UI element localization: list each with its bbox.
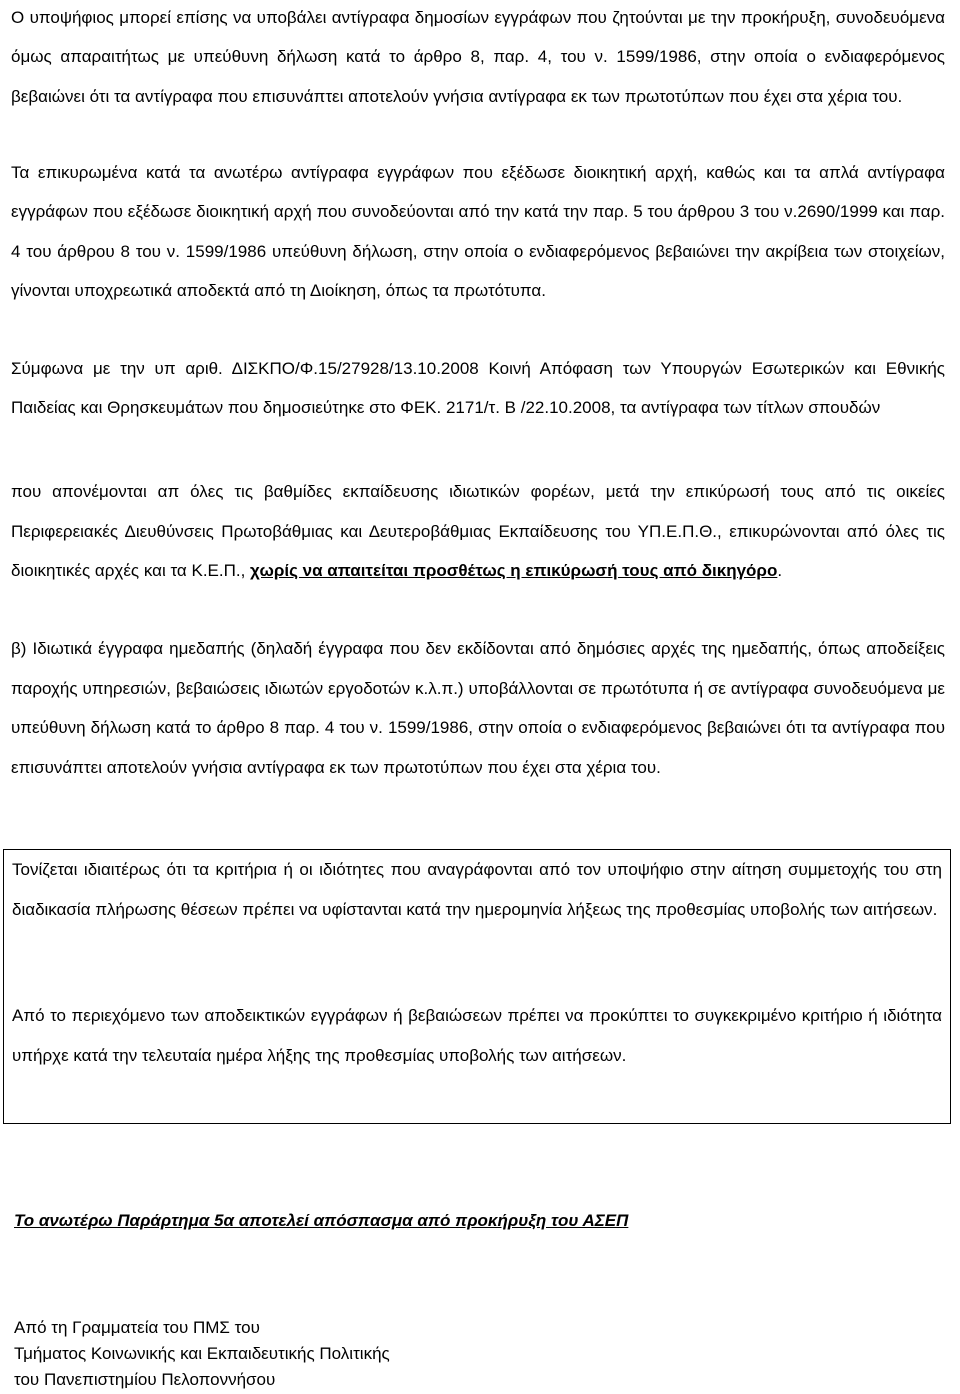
notice-evidence-paragraph: Από το περιεχόμενο των αποδεικτικών εγγράφων ή βεβαιώσεων πρέπει να προκύπτει το συγκεκριμένο κριτήριο ή ιδιότητα υπήρχε κατά την τελευταία ημέρα λήξης της προθεσμίας υποβολής των αιτήσεων. xyxy=(12,1006,942,1065)
notice-criteria-paragraph: Τονίζεται ιδιαιτέρως ότι τα κριτήρια ή οι ιδιότητες που αναγράφονται από τον υποψήφιο στην αίτηση συμμετοχής του στη διαδικασία πλήρωσης θέσεων πρέπει να υφίστανται κατά την ημερομηνία λήξεως της προθεσμίας υποβολής των αιτήσεων. xyxy=(12,860,942,919)
signature-line: Από τη Γραμματεία του ΠΜΣ του xyxy=(14,1318,260,1337)
appendix-source-note: Το ανωτέρω Παράρτημα 5α αποτελεί απόσπασμα από προκήρυξη του ΑΣΕΠ xyxy=(14,1211,629,1230)
paragraph-joint-decision: Σύμφωνα με την υπ αριθ. ΔΙΣΚΠΟ/Φ.15/27928/13.10.2008 Κοινή Απόφαση των Υπουργών Εσωτερικών και Εθνικής Παιδείας και Θρησκευμάτων που δημοσιεύτηκε στο ΦΕΚ. 2171/τ. Β /22.10.2008, τα αντίγραφα των τίτλων σπουδών xyxy=(11,359,945,418)
signature-line: του Πανεπιστημίου Πελοποννήσου xyxy=(14,1370,276,1389)
signature-block xyxy=(14,1315,390,1393)
paragraph-copies-public-documents: Ο υποψήφιος μπορεί επίσης να υποβάλει αντίγραφα δημοσίων εγγράφων που ζητούνται με την προκήρυξη, συνοδευόμενα όμως απαραιτήτως με υπεύθυνη δήλωση κατά το άρθρο 8, παρ. 4, του ν. 1599/1986, στην οποία ο ενδιαφερόμενος βεβαιώνει ότι τα αντίγραφα που επισυνάπτει αποτελούν γνήσια αντίγραφα εκ των πρωτοτύπων που έχει στα χέρια του. xyxy=(11,8,945,106)
signature-line: Τμήματος Κοινωνικής και Εκπαιδευτικής Πολιτικής xyxy=(14,1344,390,1363)
degree-titles-end: . xyxy=(777,561,783,580)
paragraph-private-documents: β) Ιδιωτικά έγγραφα ημεδαπής (δηλαδή έγγραφα που δεν εκδίδονται από δημόσιες αρχές της ημεδαπής, όπως αποδείξεις παροχής υπηρεσιών, βεβαιώσεις ιδιωτών εργοδοτών κ.λ.π.) υποβάλλονται σε πρωτότυπα ή σε αντίγραφα συνοδευόμενα με υπεύθυνη δήλωση κατά το άρθρο 8 παρ. 4 του ν. 1599/1986, στην οποία ο ενδιαφερόμενος βεβαιώνει ότι τα αντίγραφα που επισυνάπτει αποτελούν γνήσια αντίγραφα εκ των πρωτοτύπων που έχει στα χέρια του. xyxy=(11,639,945,777)
paragraph-degree-titles xyxy=(11,472,945,591)
no-lawyer-certification-emphasis: χωρίς να απαιτείται προσθέτως η επικύρωσή τους από δικηγόρο xyxy=(250,561,778,580)
paragraph-certified-copies: Τα επικυρωμένα κατά τα ανωτέρω αντίγραφα εγγράφων που εξέδωσε διοικητική αρχή, καθώς και τα απλά αντίγραφα εγγράφων που εξέδωσε διοικητική αρχή που συνοδεύονται από την κατά την παρ. 5 του άρθρου 3 του ν.2690/1999 και παρ. 4 του άρθρου 8 του ν. 1599/1986 υπεύθυνη δήλωση, στην οποία ο ενδιαφερόμενος βεβαιώνει την ακρίβεια των στοιχείων, γίνονται υποχρεωτικά αποδεκτά από τη Διοίκηση, όπως τα πρωτότυπα. xyxy=(11,163,945,300)
degree-titles-text: που απονέμονται απ όλες τις βαθμίδες εκπαίδευσης ιδιωτικών φορέων, μετά την επικύρωσή τους από τις οικείες Περιφερειακές Διευθύνσεις Πρωτοβάθμιας και Δευτεροβάθμιας Εκπαίδευσης του ΥΠ.Ε.Π.Θ., επικυρώνονται από όλες τις διοικητικές αρχές και τα Κ.Ε.Π., xyxy=(11,482,945,580)
notice-box xyxy=(3,849,951,1124)
